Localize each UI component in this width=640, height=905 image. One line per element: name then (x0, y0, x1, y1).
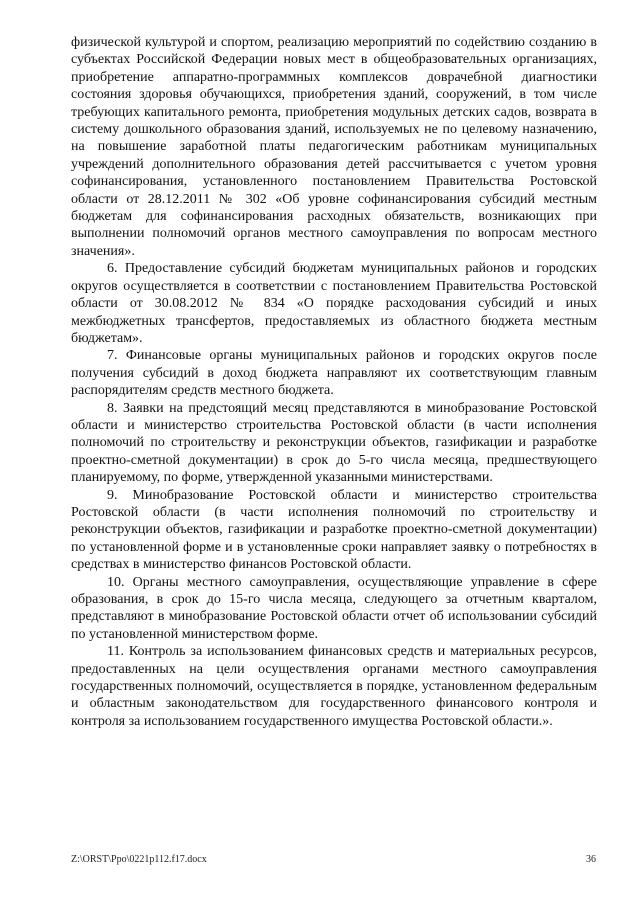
footer-page-number: 36 (586, 854, 596, 865)
document-body (71, 34, 597, 730)
paragraph-item-7: 7. Финансовые органы муниципальных районов и городских округов после получения субсидий в доход бюджета направляют их соответствующим главным распорядителям средств местного бюджета. (71, 348, 597, 399)
paragraph-item-10: 10. Органы местного самоуправления, осуществляющие управление в сфере образования, в срок до 15-го числа месяца, следующего за отчетным кварталом, представляют в минобразование Ростовской области отчет об использовании субсидий по установленной министерством форме. (71, 574, 597, 642)
paragraph-item-6: 6. Предоставление субсидий бюджетам муниципальных районов и городских округов осуществляется в соответствии с постановлением Правительства Ростовской области от 30.08.2012 № 834 «О порядке расходования субсидий и иных межбюджетных трансфертов, предоставляемых из областного бюджета местным бюджетам». (71, 261, 597, 346)
footer-file-path: Z:\ORST\Ppo\0221p112.f17.docx (71, 854, 207, 865)
paragraph-continuation: физической культурой и спортом, реализацию мероприятий по содействию созданию в субъектах Российской Федерации новых мест в общеобразовательных организациях, приобретение аппаратно-программных комплексов доврачебной диагностики состояния здоровья обучающихся, приобретения зданий, сооружений, в том числе требующих капитального ремонта, приобретения модульных детских садов, возврата в систему дошкольного образования зданий, используемых не по целевому назначению, на повышение заработной платы педагогическим работникам муниципальных учреждений дополнительного образования детей рассчитывается с учетом уровня софинансирования, установленного постановлением Правительства Ростовской области от 28.12.2011 № 302 «Об уровне софинансирования субсидий местным бюджетам для софинансирования расходных обязательств, возникающих при выполнении полномочий органов местного самоуправления по вопросам местного значения». (71, 35, 597, 259)
paragraph-item-8: 8. Заявки на предстоящий месяц представляются в минобразование Ростовской области и министерство строительства Ростовской области (в части исполнения полномочий по строительству и реконструкции объектов, газификации и разработке проектно-сметной документации) в срок до 5-го числа месяца, предшествующего планируемому, по форме, утвержденной указанными министерствами. (71, 400, 597, 486)
paragraph-item-11: 11. Контроль за использованием финансовых средств и материальных ресурсов, предоставленных на цели осуществления органами местного самоуправления государственных полномочий, осуществляется в порядке, установленном федеральным и областным законодательством для государственного финансового контроля и контроля за использованием государственного имущества Ростовской области.». (71, 644, 597, 729)
paragraph-item-9: 9. Минобразование Ростовской области и министерство строительства Ростовской области (в части исполнения полномочий по строительству и реконструкции объектов, газификации и разработке проектно-сметной документации) по установленной форме и в установленные сроки направляет заявку о потребностях в средствах в министерство финансов Ростовской области. (71, 487, 597, 573)
